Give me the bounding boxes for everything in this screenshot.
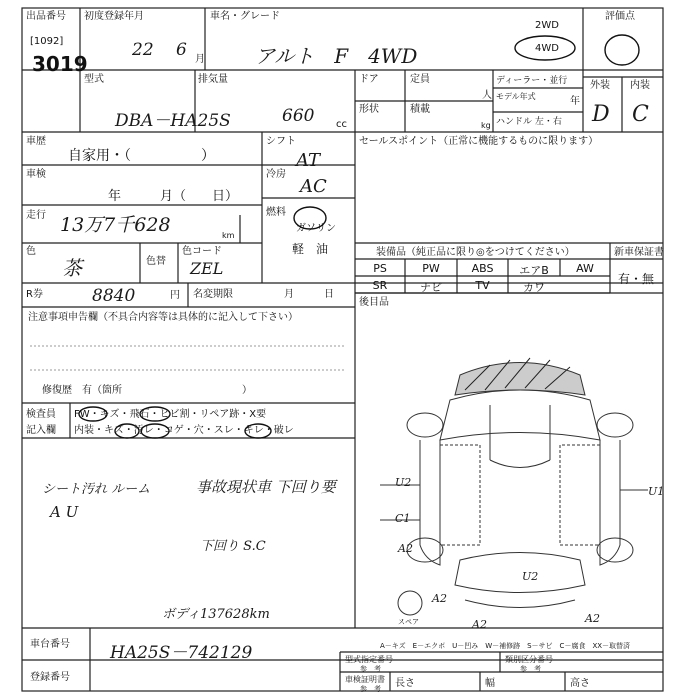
color-code-label: 色コード (182, 246, 222, 257)
usage-value: 自家用・（ ） (68, 148, 215, 164)
first-registration-label: 初度登録年月 (84, 11, 144, 22)
first-registration-year: 22 (132, 40, 154, 60)
inspection-label: 車検 (26, 169, 46, 180)
dealer-label: ディーラー・並行 (496, 76, 568, 86)
option-pw: PW (422, 262, 440, 275)
model-label: 型式 (84, 74, 104, 85)
door-label: ドア (359, 74, 379, 85)
mark-a2-bottom: A2 (432, 592, 447, 605)
fuel-label: 燃料 (266, 207, 286, 218)
lot-code: [1092] (30, 36, 64, 47)
fw-damage-line: FW・キズ・飛石・ヒビ割・リペア跡・X要 (74, 409, 267, 420)
cert-reference: 参 考 (360, 685, 381, 693)
repair-history-label: 修復歴 有（箇所 ） (42, 385, 252, 396)
color-code-value: ZEL (190, 259, 224, 278)
interior-grade: C (632, 102, 649, 127)
handle-label: ハンドル 左・右 (496, 117, 562, 127)
interior-damage-line: 内装・キズ・汚レ・コゲ・穴・スレ・キレ・破レ (74, 425, 294, 436)
length-label: 長さ (395, 678, 415, 689)
width-label: 幅 (485, 678, 495, 689)
chassis-number-label: 車台番号 (30, 639, 70, 650)
color-label: 色 (26, 246, 36, 257)
memo-accident: 事故現状車 下回り要 (196, 478, 336, 496)
option-sr: SR (372, 279, 388, 292)
option-navi: ナビ (420, 281, 442, 294)
displacement-label: 排気量 (198, 74, 228, 85)
name-grade-label: 車名・グレード (210, 11, 280, 22)
interior-label: 内装 (630, 80, 650, 91)
capacity-unit: 人 (482, 90, 492, 101)
fuel-gasoline: ガソリン (296, 223, 336, 234)
car-damage-diagram (380, 345, 660, 630)
model-year-label: モデル年式 (496, 92, 536, 101)
sales-point-label: セールスポイント（正常に機能するものに限ります） (359, 136, 599, 147)
memo-seat-dirt: シート汚れ ルーム (42, 482, 151, 497)
mileage-unit: km (222, 231, 235, 240)
load-label: 積載 (410, 104, 430, 115)
option-abs: ABS (471, 262, 494, 275)
mileage-label: 走行 (26, 210, 46, 221)
inspector-label: 検査員 (26, 409, 56, 420)
warranty-value: 有・無 (618, 272, 655, 286)
lot-number: 3019 (32, 52, 88, 76)
mileage-value: 13万7千628 (60, 214, 171, 236)
drive-4wd: 4WD (535, 43, 559, 54)
ac-value: AC (300, 176, 327, 197)
inspection-value: 年 月（ 日） (108, 189, 239, 204)
option-ps: PS (373, 262, 387, 275)
first-registration-month: 6 (176, 40, 187, 60)
usage-label: 車歴 (26, 136, 46, 147)
mark-u1: U1 (648, 485, 665, 498)
score-label: 評価点 (605, 11, 635, 22)
registration-number-label: 登録番号 (30, 672, 70, 683)
type-designation-label: 型式指定番号 (345, 655, 393, 664)
mark-a2-right: A2 (585, 612, 600, 625)
name-change-label: 名変期限 (193, 289, 233, 300)
fuel-diesel: 軽 油 (292, 242, 329, 256)
category-reference: 参 考 (520, 665, 541, 673)
damage-legend: A－キズ E－エクボ U－凹み W－補修跡 S－サビ C－腐食 XX－取替済 (380, 642, 631, 650)
recycle-unit: 円 (170, 290, 180, 301)
memo-body-km: ボディ137628km (162, 607, 270, 622)
load-unit: kg (481, 121, 491, 130)
warranty-label: 新車保証書 (614, 247, 664, 258)
equipment-label: 装備品（純正品に限り◎をつけてください） (376, 247, 575, 258)
height-label: 高さ (570, 678, 590, 689)
ac-label: 冷房 (266, 169, 286, 180)
shift-label: シフト (266, 136, 296, 147)
option-tv: TV (475, 279, 490, 292)
memo-underbody: 下回り S.C (200, 539, 266, 554)
rear-seat-label: 後目品 (359, 297, 389, 308)
exterior-grade: D (592, 102, 610, 127)
model-value: DBA－HA25S (115, 111, 231, 131)
capacity-label: 定員 (410, 74, 430, 85)
exterior-label: 外装 (590, 80, 610, 91)
shape-label: 形状 (359, 104, 379, 115)
month-unit: 月 (195, 54, 205, 65)
color-value: 茶 (62, 256, 82, 280)
caution-label: 注意事項申告欄（不具合内容等は具体的に記入して下さい） (28, 312, 298, 323)
shift-value: AT (296, 150, 321, 171)
mark-u2-left: U2 (395, 476, 412, 489)
recycle-value: 8840 (92, 286, 136, 306)
option-aw: AW (576, 262, 594, 275)
mark-a2-left: A2 (398, 542, 413, 555)
mark-c1: C1 (395, 512, 411, 525)
lot-number-label: 出品番号 (26, 11, 66, 22)
recycle-label: R券 (26, 289, 43, 300)
cert-label: 車検証明書 (345, 675, 385, 684)
mark-u2-center: U2 (522, 570, 539, 583)
drive-2wd: 2WD (535, 20, 559, 31)
type-designation-reference: 参 考 (360, 665, 381, 673)
spare-label: スペア (398, 618, 419, 626)
name-grade-value: アルト F 4WD (255, 44, 418, 68)
memo-au: A U (50, 503, 79, 521)
entry-label: 記入欄 (26, 425, 56, 436)
repaint-label: 色替 (146, 256, 166, 267)
displacement-unit: cc (336, 119, 347, 130)
option-airbag: エアB (519, 264, 549, 277)
displacement-value: 660 (282, 106, 315, 126)
mark-a2-rear: A2 (472, 618, 487, 631)
name-change-value: 月 日 (284, 289, 334, 300)
chassis-number-value: HA25S－742129 (110, 643, 253, 663)
option-leather: カワ (523, 281, 545, 294)
category-label: 類別区分番号 (505, 655, 553, 664)
year-unit: 年 (570, 96, 580, 107)
